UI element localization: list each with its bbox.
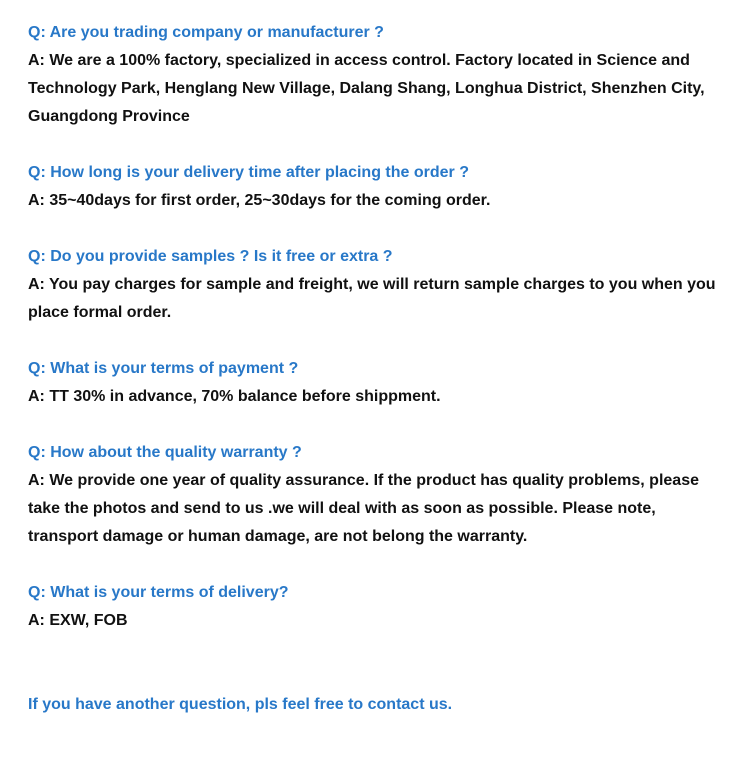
faq-item-payment-terms <box>28 355 728 411</box>
faq-answer: A: We are a 100% factory, specialized in access control. Factory located in Science and Technology Park, Henglang New Village, Dalang Shang, Longhua District, Shenzhen City, Guangdong Province <box>28 52 705 125</box>
faq-answer: A: You pay charges for sample and freight, we will return sample charges to you when you place formal order. <box>28 276 716 321</box>
faq-item-samples <box>28 243 728 327</box>
faq-item-delivery-terms <box>28 579 728 635</box>
faq-item-trading-or-manufacturer <box>28 19 728 131</box>
faq-item-quality-warranty <box>28 439 728 551</box>
faq-answer: A: TT 30% in advance, 70% balance before shippment. <box>28 388 441 405</box>
faq-question: Q: Are you trading company or manufacturer ? <box>28 24 384 41</box>
faq-question: Q: How about the quality warranty ? <box>28 444 302 461</box>
faq-question: Q: Do you provide samples ? Is it free or extra ? <box>28 248 393 265</box>
faq-answer: A: 35~40days for first order, 25~30days for the coming order. <box>28 192 491 209</box>
faq-answer: A: We provide one year of quality assurance. If the product has quality problems, please take the photos and send to us .we will deal with as soon as possible. Please note, transport damage or human damage, are not belong the warranty. <box>28 472 699 545</box>
faq-question: Q: What is your terms of payment ? <box>28 360 299 377</box>
faq-item-delivery-time <box>28 159 728 215</box>
contact-invitation: If you have another question, pls feel free to contact us. <box>28 696 453 713</box>
faq-answer: A: EXW, FOB <box>28 612 128 629</box>
faq-question: Q: How long is your delivery time after placing the order ? <box>28 164 469 181</box>
faq-question: Q: What is your terms of delivery? <box>28 584 289 601</box>
faq-list <box>28 19 728 663</box>
